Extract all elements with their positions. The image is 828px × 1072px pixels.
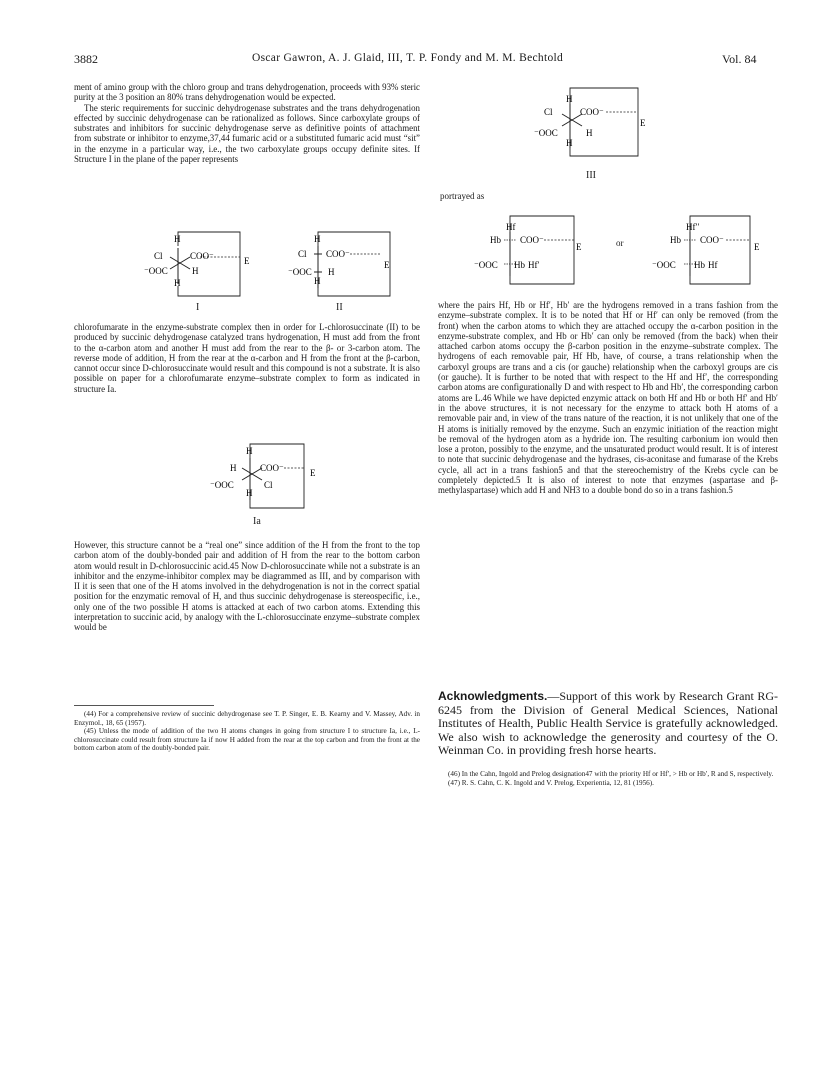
volume-label: Vol. 84 xyxy=(722,52,757,66)
footnote-45: (45) Unless the mode of addition of the two H atoms changes in going from structure I to structure Ia, i.e., L-chlorosuccinate could result from structure Ia if now H added from the rear at the top carbon and from the front at the bottom carbon atom of the doubly-bonded pair. xyxy=(74,727,420,753)
left-column-bottom xyxy=(74,540,420,633)
atom-label: H xyxy=(314,276,321,286)
acknowledgments-heading: Acknowledgments. xyxy=(438,689,548,703)
atom-label: Cl xyxy=(544,107,553,117)
structure-label: II xyxy=(336,302,343,313)
atom-label: COO⁻ xyxy=(580,107,604,117)
structure-II xyxy=(280,224,405,304)
paragraph: where the pairs Hf, Hb or Hf′, Hb′ are the hydrogens removed in a trans fashion from the enzyme–substrate complex. It is to be noted that Hf or Hf′ can only be removed (from the front) when the carbon atoms to which they are attached occupy the α-carbon position in the enzyme-substrate complex, and Hb or Hb′ can only be removed (from the back) when their attached carbon atoms occupy the β-carbon position in the enzyme–substrate complex. The hydrogens of each removable pair, Hf Hb, have, of course, a trans relationship when the carboxyl groups are trans and a cis (or gauche) relationship when the carboxyl groups are cis (or gauche). It is further to be noted that with respect to the Hf and Hf′, the corresponding carbon atoms are configurationally D and with respect to Hb and Hb′, the corresponding carbon atoms are L.46 While we have depicted enzymic attack on both Hf and Hb or both Hf′ and Hb′ in the above structures, it is not necessary for the enzyme to attack both H atoms of a removable pair and, in view of the trans nature of the reaction, it is not unlikely that one of the H atoms is initially removed by the enzyme. Such an enzymic initiation of the reaction might be removal of the hydrogen atom as a hydride ion. The resulting carbonium ion would then lose a proton, possibly to the enzyme, and the unsaturated product would result. It is of interest to note that succinic dehydrogenase and the hydrases, cis-aconitase and fumarase of the Krebs cycle, all act in a trans fashion5 and that the stereochemistry of the Krebs cycle can be completely depicted.5 It is also of interest to note that enzymes (aspartase and β-methylaspartase) which add H and NH3 to a double bond do so in a trans fashion.5 xyxy=(438,300,778,496)
footnote-47: (47) R. S. Cahn, C. K. Ingold and V. Prelog, Experientia, 12, 81 (1956). xyxy=(448,778,654,787)
atom-label: ⁻OOC xyxy=(288,267,312,277)
structure-succinate-b xyxy=(650,210,778,294)
atom-label: ⁻OOC xyxy=(210,480,234,490)
atom-label: H xyxy=(192,266,199,276)
structure-label: Ia xyxy=(253,516,261,527)
portrayed-as-text: portrayed as xyxy=(440,191,485,201)
atom-label: ⁻OOC xyxy=(144,266,168,276)
structure-Ia xyxy=(200,436,330,516)
running-head-authors: Oscar Gawron, A. J. Glaid, III, T. P. Fondy and M. M. Bechtold xyxy=(252,52,564,64)
paragraph: chlorofumarate in the enzyme-substrate complex then in order for L-chlorosuccinate (II) to be produced by succinic dehydrogenase catalyzed trans hydrogenation, H must add from the front to the α-carbon atom and another H must add from the rear to the β- or 3-carbon atom. The reverse mode of addition, H from the rear at the α-carbon and H from the front at the β-carbon, cannot occur since D-chlorosuccinate would result and this compound is not a substrate. It is also possible on paper for a chlorofumarate enzyme–substrate complex to form as indicated in structure Ia. xyxy=(74,322,420,394)
footnotes-right xyxy=(438,770,778,787)
footnotes-left xyxy=(74,710,420,753)
atom-label: E xyxy=(640,118,646,128)
atom-label: H xyxy=(230,463,237,473)
atom-label: Hb xyxy=(694,260,705,270)
structure-I xyxy=(140,224,260,304)
structure-III xyxy=(530,82,660,166)
atom-label: ⁻OOC xyxy=(652,260,676,270)
footnote-46: (46) In the Cahn, Ingold and Prelog designation47 with the priority Hf or Hf′, > Hb or Hb′, R and S, respectively. xyxy=(448,770,774,778)
atom-label: H xyxy=(314,234,321,244)
atom-label: Cl xyxy=(264,480,273,490)
structure-succinate-a xyxy=(470,210,600,294)
atom-label: E xyxy=(310,468,316,478)
atom-label: Cl xyxy=(298,249,307,259)
atom-label: Cl xyxy=(154,251,163,261)
atom-label: H xyxy=(328,267,335,277)
footnote-44: (44) For a comprehensive review of succinic dehydrogenase see T. P. Singer, E. B. Kearny and V. Massey, Adv. in Enzymol., 18, 65 (1957). xyxy=(74,710,420,727)
paragraph: ment of amino group with the chloro group and trans dehydrogenation, proceeds with 93% steric purity at the 3 position an 80% trans dehydrogenation would be expected. xyxy=(74,82,420,103)
left-column-top xyxy=(74,82,420,164)
atom-label: H xyxy=(566,94,573,104)
atom-label: Hf′′ xyxy=(686,222,700,232)
structure-label: I xyxy=(196,302,200,313)
atom-label: ⁻OOC xyxy=(474,260,498,270)
atom-label: H xyxy=(174,278,181,288)
structure-label: III xyxy=(586,170,596,181)
atom-label: Hb xyxy=(514,260,525,270)
atom-label: COO⁻ xyxy=(326,249,350,259)
atom-label: COO⁻ xyxy=(700,235,724,245)
atom-label: Hb xyxy=(670,235,681,245)
atom-label: H xyxy=(566,138,573,148)
footnote-rule xyxy=(74,705,214,706)
atom-label: ⁻OOC xyxy=(534,128,558,138)
acknowledgments-text: —Support of this work by Research Grant RG-6245 from the Division of General Medical Sciences, National Institutes of Health, Public Health Service is gratefully acknowledged. We also wish to acknowledge the generosity and courtesy of the O. Weinman Co. in providing fresh horse hearts. xyxy=(438,689,778,758)
or-text: or xyxy=(616,238,624,248)
atom-label: Hb xyxy=(490,235,501,245)
paragraph: The steric requirements for succinic dehydrogenase substrates and the trans dehydrogenation effected by succinic dehydrogenase can be rationalized as follows. Since carboxylate groups of substrates and inhibitors for succinic dehydrogenase serve as definitive points of attachment from substrate or inhibitor to enzyme,37,44 fumaric acid or a substituted fumaric acid must “sit” in the enzyme in a particular way, i.e., the two carboxylate groups occupy definite sites. If Structure I in the plane of the paper represents xyxy=(74,102,420,165)
atom-label: H xyxy=(174,234,181,244)
atom-label: COO⁻ xyxy=(190,251,214,261)
atom-label: COO⁻ xyxy=(260,463,284,473)
atom-label: H xyxy=(586,128,593,138)
atom-label: E xyxy=(576,242,582,252)
atom-label: E xyxy=(244,256,250,266)
page-number: 3882 xyxy=(74,52,98,66)
atom-label: Hf′ xyxy=(528,260,540,270)
atom-label: COO⁻ xyxy=(520,235,544,245)
atom-label: H xyxy=(246,488,253,498)
right-column-body xyxy=(438,300,778,496)
left-column-middle xyxy=(74,322,420,394)
atom-label: H xyxy=(246,446,253,456)
paragraph: However, this structure cannot be a “real one” since addition of the H from the front to the top carbon atom of the doubly-bonded pair and addition of H from the rear to the bottom carbon atom would result in D-chlorosuccinic acid.45 Now D-chlorosuccinate while not a substrate is an inhibitor and the enzyme-inhibitor complex may be diagrammed as III, and by comparison with II it is seen that one of the H atoms involved in the dehydrogenation is not in the correct spatial position for the enzymatic removal of H, and thus succinic dehydrogenase is stereospecific, i.e., only one of the two possible H atoms is attacked at each of two carbon atoms. Extending this interpretation to succinic acid, by analogy with the L-chlorosuccinate enzyme–substrate complex would be xyxy=(74,540,420,633)
acknowledgments xyxy=(438,690,778,758)
atom-label: E xyxy=(384,260,390,270)
atom-label: Hf xyxy=(506,222,516,232)
atom-label: E xyxy=(754,242,760,252)
atom-label: Hf xyxy=(708,260,718,270)
